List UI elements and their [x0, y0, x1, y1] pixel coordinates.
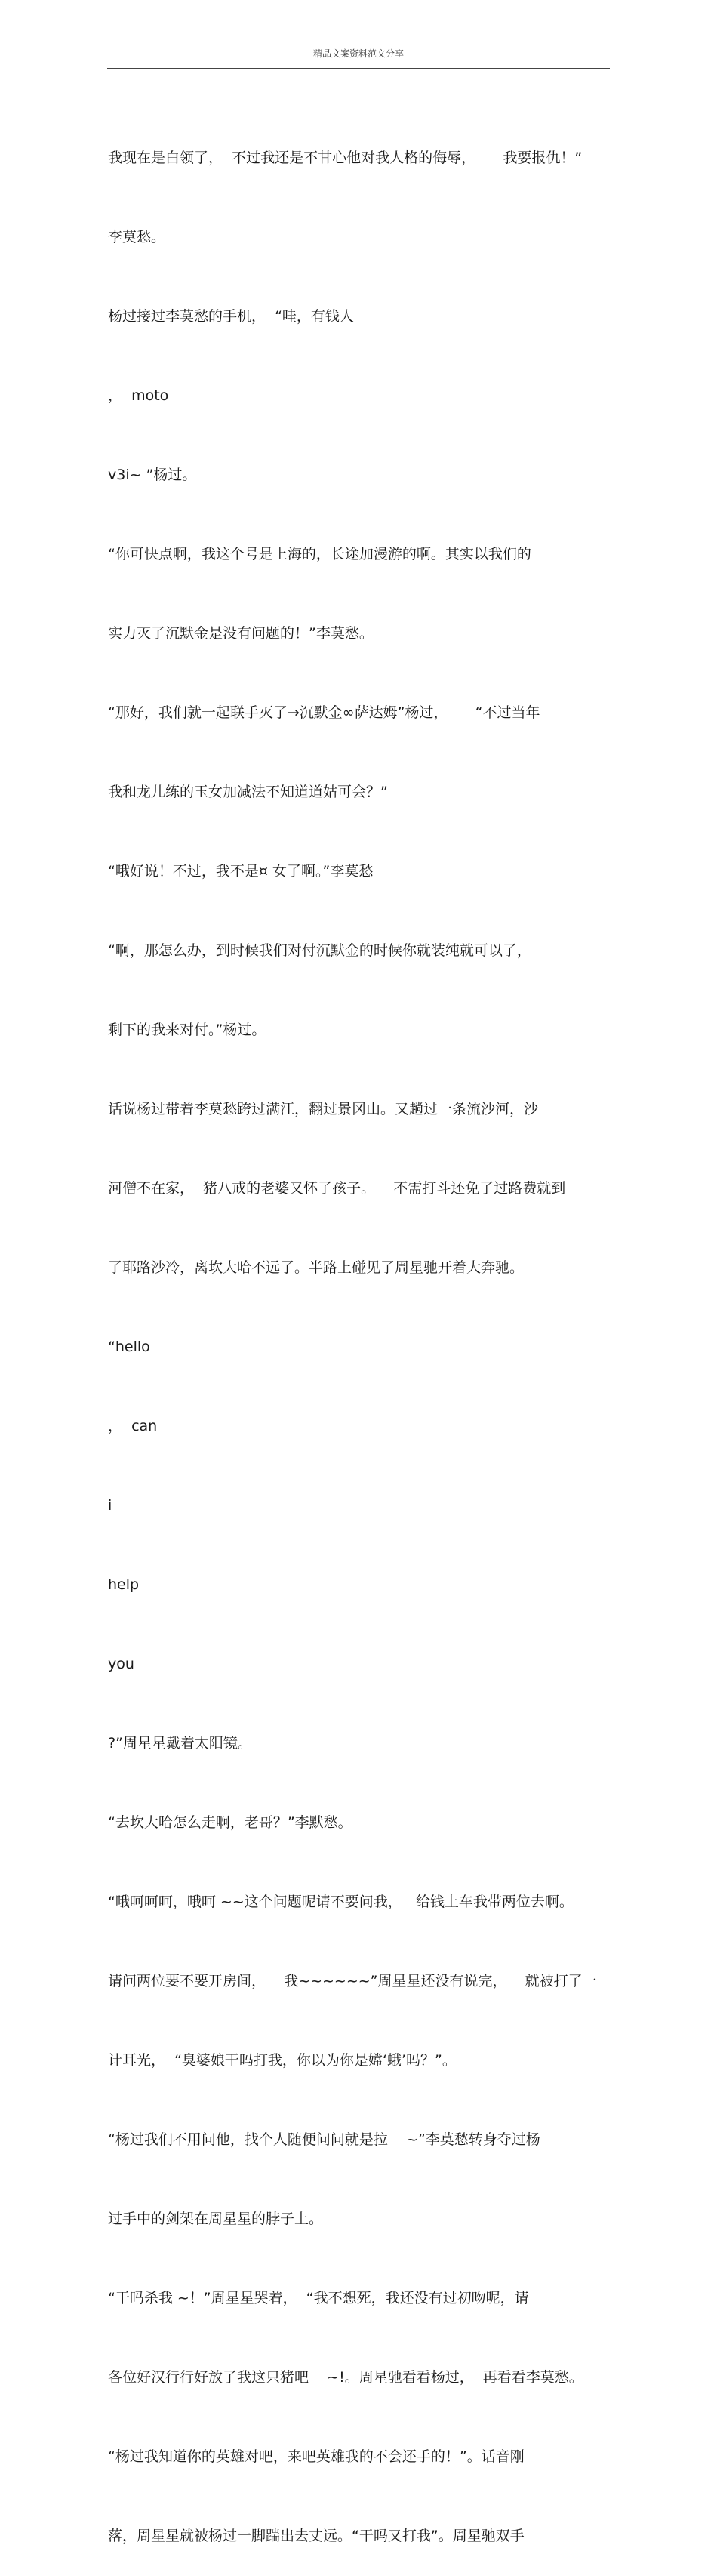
text-line: “干吗杀我 ~！”周星星哭着， “我不想死，我还没有过初吻呢，请 [108, 2290, 529, 2306]
page-header: 精品文案资料范文分享 [312, 48, 404, 59]
text-line: 话说杨过带着李莫愁跨过满江，翻过景冈山。又趟过一条流沙河，沙 [108, 1101, 539, 1117]
text-line: “hello [108, 1339, 150, 1355]
text-line: 了耶路沙冷，离坎大哈不远了。半路上碰见了周星驰开着大奔驰。 [108, 1259, 525, 1276]
text-line: “去坎大哈怎么走啊，老哥？”李默愁。 [108, 1814, 352, 1831]
text-line: 各位好汉行行好放了我这只猪吧 ~!。周星驰看看杨过， 再看看李莫愁。 [108, 2369, 583, 2386]
text-line: “那好，我们就一起联手灭了→沉默金∞萨达姆”杨过， “不过当年 [108, 704, 540, 721]
text-line: “哦好说！不过，我不是¤ 女了啊。”李莫愁 [108, 863, 374, 880]
text-line: ， can [108, 1418, 158, 1434]
text-line: i [108, 1497, 112, 1514]
text-line: “啊，那怎么办，到时候我们对付沉默金的时候你就装纯就可以了， [108, 942, 531, 959]
text-line: “杨过我们不用问他，找个人随便问问就是拉 ~”李莫愁转身夺过杨 [108, 2131, 540, 2148]
text-line: 请问两位要不要开房间， 我~~~~~~”周星星还没有说完， 就被打了一 [108, 1973, 597, 1989]
text-line: 落，周星星就被杨过一脚踹出去丈远。“干吗又打我”。周星驰双手 [108, 2528, 525, 2544]
text-line: ， moto [108, 387, 169, 404]
text-line: ?”周星星戴着太阳镜。 [108, 1735, 252, 1752]
text-line: help [108, 1576, 140, 1593]
text-line: 李莫愁。 [108, 229, 166, 245]
text-line: 实力灭了沉默金是没有问题的！”李莫愁。 [108, 625, 374, 642]
document-body [108, 92, 610, 2576]
text-line: “哦呵呵呵，哦呵 ~~这个问题呢请不要问我， 给钱上车我带两位去啊。 [108, 1893, 574, 1910]
text-line: 我现在是白领了， 不过我还是不甘心他对我人格的侮辱， 我要报仇！” [108, 149, 583, 166]
text-line: 剩下的我来对付。”杨过。 [108, 1021, 266, 1038]
header-divider [107, 68, 610, 69]
text-line: you [108, 1656, 134, 1672]
text-line: “杨过我知道你的英雄对吧，来吧英雄我的不会还手的！”。话音刚 [108, 2448, 525, 2465]
text-line: v3i~ ”杨过。 [108, 467, 197, 483]
text-line: 过手中的剑架在周星星的脖子上。 [108, 2211, 324, 2227]
text-line: 河僧不在家， 猪八戒的老婆又怀了孩子。 不需打斗还免了过路费就到 [108, 1180, 566, 1197]
text-line: 计耳光， “臭婆娘干吗打我，你以为你是嫦‘蛾’吗？”。 [108, 2052, 457, 2069]
text-line: 杨过接过李莫愁的手机， “哇，有钱人 [108, 308, 354, 325]
text-line: 我和龙儿练的玉女加减法不知道道姑可会？” [108, 784, 388, 800]
text-line: “你可快点啊，我这个号是上海的，长途加漫游的啊。其实以我们的 [108, 546, 531, 562]
